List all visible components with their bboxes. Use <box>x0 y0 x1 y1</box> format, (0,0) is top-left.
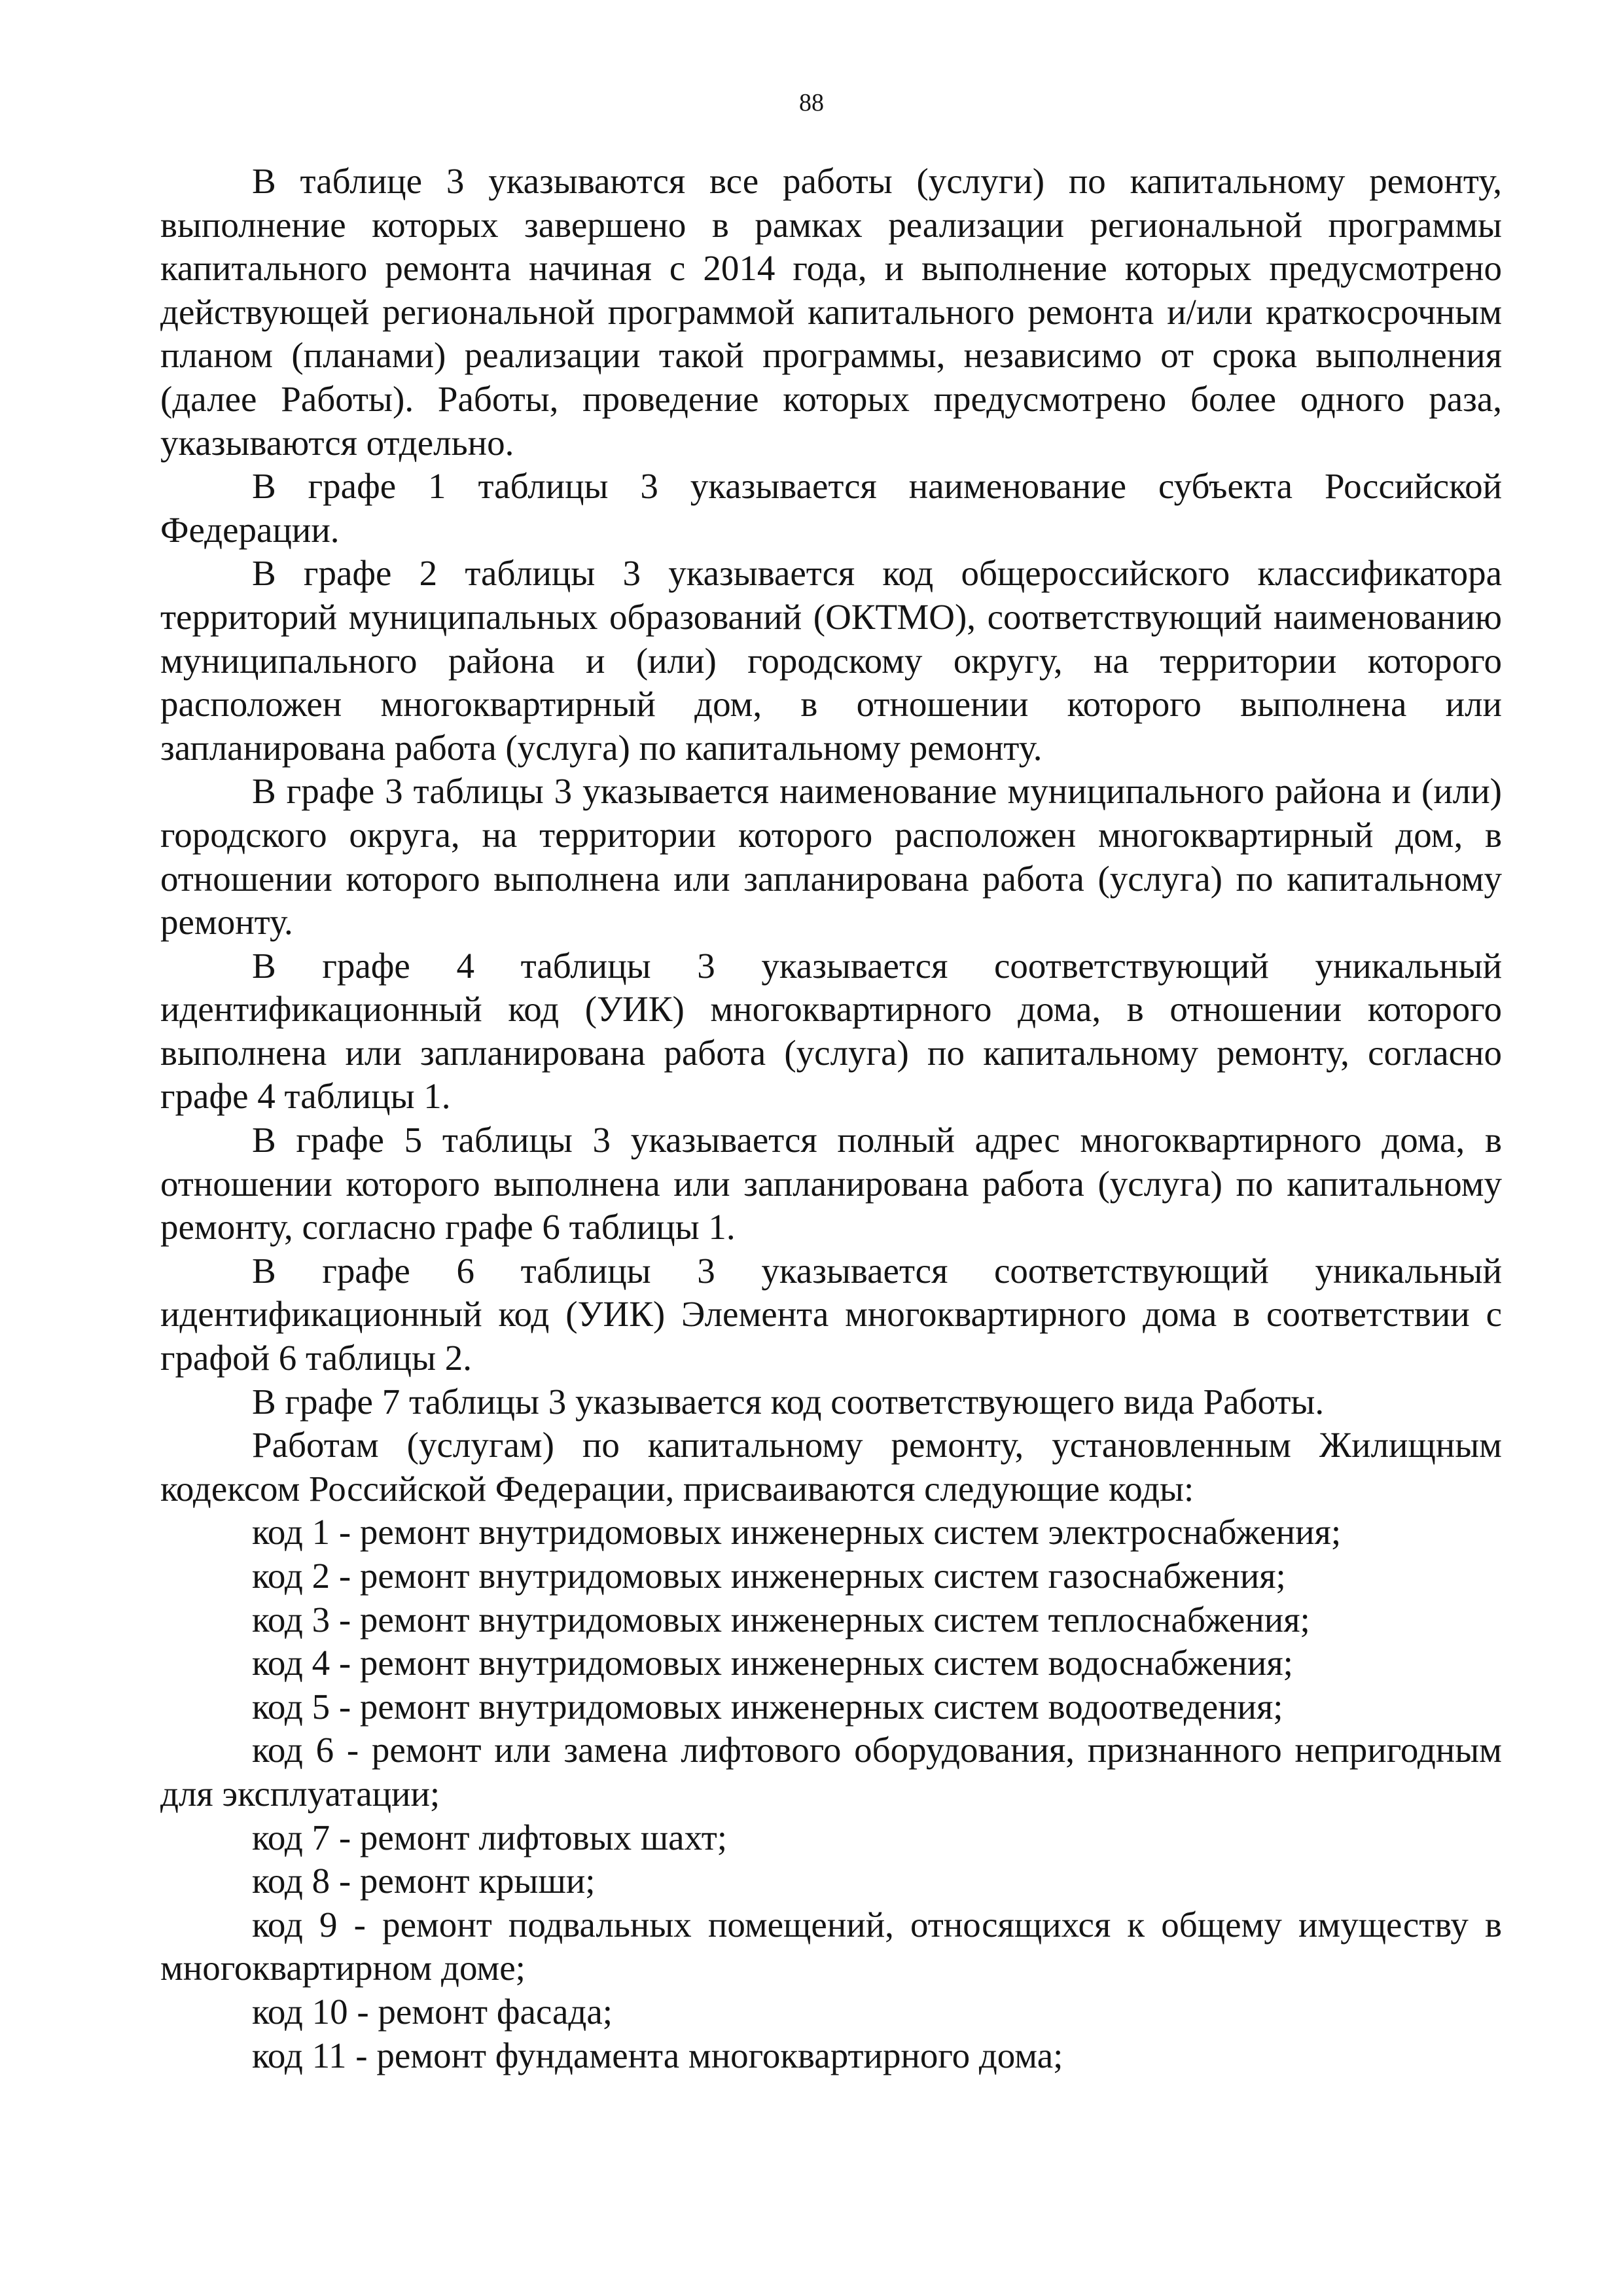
page-number: 88 <box>799 89 824 117</box>
list-item-code-7: код 7 - ремонт лифтовых шахт; <box>252 1817 728 1857</box>
paragraph-column-2: В графе 2 таблицы 3 указывается код общероссийского классификатора территорий муниципальных образований (ОКТМО), соответствующий наименованию муниципального района и (или) городскому округу, на территории которого расположен многоквартирный дом, в отношении которого выполнена или запланирована работа (услуга) по капитальному ремонту. <box>160 553 1502 768</box>
list-item-code-4: код 4 - ремонт внутридомовых инженерных систем водоснабжения; <box>252 1643 1293 1683</box>
list-item-code-5: код 5 - ремонт внутридомовых инженерных систем водоотведения; <box>252 1686 1283 1727</box>
paragraph-table3-intro: В таблице 3 указываются все работы (услуги) по капитальному ремонту, выполнение которых завершено в рамках реализации региональной программы капитального ремонта начиная с 2014 года, и выполнение которых предусмотрено действующей региональной программой капитального ремонта и/или краткосрочным планом (планами) реализации такой программы, независимо от срока выполнения (далее Работы). Работы, проведение которых предусмотрено более одного раза, указываются отдельно. <box>160 161 1502 463</box>
list-item-code-8: код 8 - ремонт крыши; <box>252 1861 596 1901</box>
list-item-code-2: код 2 - ремонт внутридомовых инженерных систем газоснабжения; <box>252 1556 1286 1596</box>
list-item-code-3: код 3 - ремонт внутридомовых инженерных систем теплоснабжения; <box>252 1599 1310 1640</box>
list-item-code-9: код 9 - ремонт подвальных помещений, относящихся к общему имуществу в многоквартирном доме; <box>160 1904 1502 1988</box>
paragraph-column-4: В графе 4 таблицы 3 указывается соответствующий уникальный идентификационный код (УИК) многоквартирного дома, в отношении которого выполнена или запланирована работа (услуга) по капитальному ремонту, согласно графе 4 таблицы 1. <box>160 945 1502 1117</box>
paragraph-column-6: В графе 6 таблицы 3 указывается соответствующий уникальный идентификационный код (УИК) Элемента многоквартирного дома в соответствии с графой 6 таблицы 2. <box>160 1250 1502 1378</box>
paragraph-column-7: В графе 7 таблицы 3 указывается код соответствующего вида Работы. <box>252 1381 1325 1422</box>
list-item-code-6: код 6 - ремонт или замена лифтового оборудования, признанного непригодным для эксплуатации; <box>160 1730 1502 1814</box>
paragraph-codes-intro: Работам (услугам) по капитальному ремонту, установленным Жилищным кодексом Российской Федерации, присваиваются следующие коды: <box>160 1425 1502 1509</box>
list-item-code-10: код 10 - ремонт фасада; <box>252 1991 613 2032</box>
paragraph-column-5: В графе 5 таблицы 3 указывается полный адрес многоквартирного дома, в отношении которого выполнена или запланирована работа (услуга) по капитальному ремонту, согласно графе 6 таблицы 1. <box>160 1120 1502 1247</box>
paragraph-column-3: В графе 3 таблицы 3 указывается наименование муниципального района и (или) городского округа, на территории которого расположен многоквартирный дом, в отношении которого выполнена или запланирована работа (услуга) по капитальному ремонту. <box>160 771 1502 942</box>
list-item-code-1: код 1 - ремонт внутридомовых инженерных систем электроснабжения; <box>252 1512 1342 1552</box>
list-item-code-11: код 11 - ремонт фундамента многоквартирного дома; <box>252 2035 1063 2075</box>
paragraph-column-1: В графе 1 таблицы 3 указывается наименование субъекта Российской Федерации. <box>160 466 1502 550</box>
document-body <box>160 160 1502 2077</box>
